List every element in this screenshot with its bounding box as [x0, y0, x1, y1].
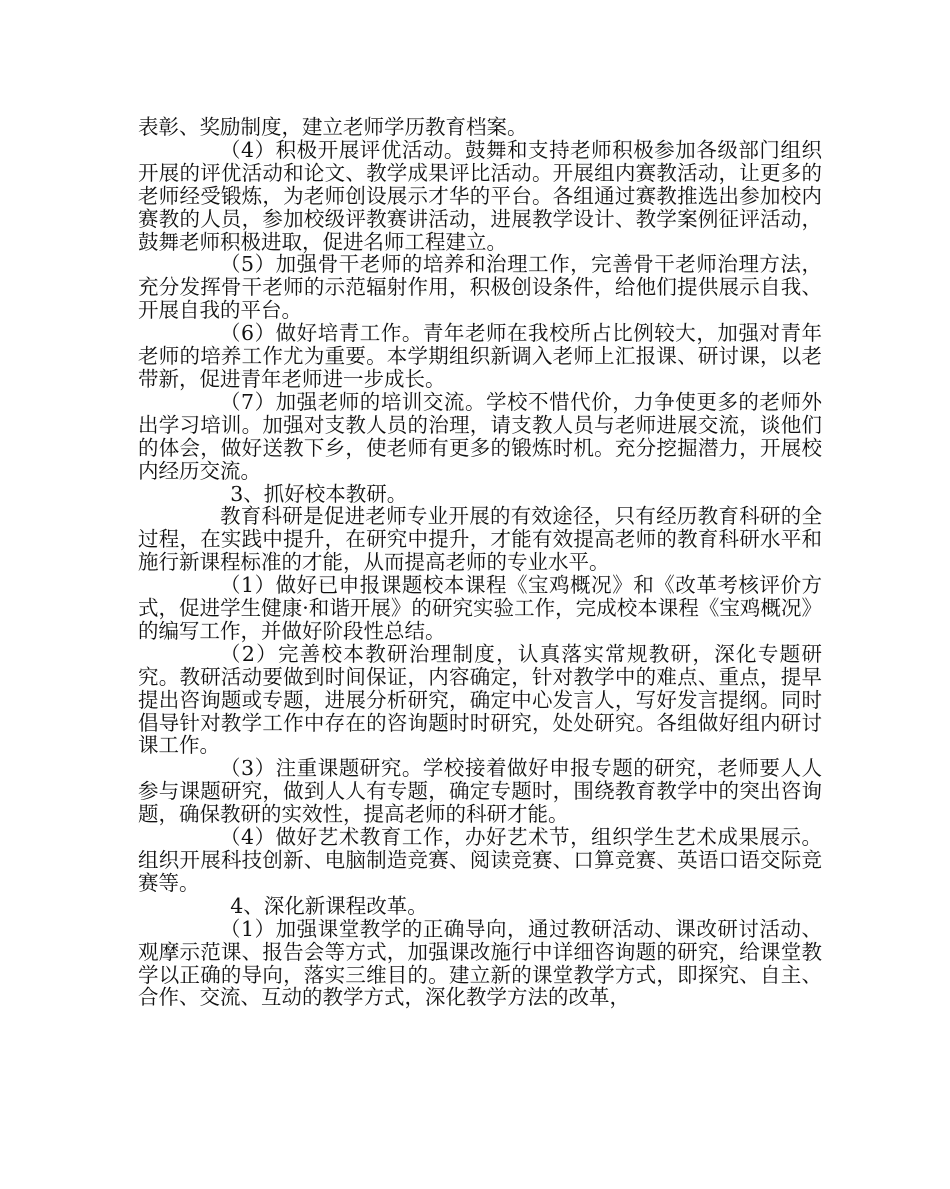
paragraph-item-5-backbone-teachers: （5）加强骨干老师的培养和治理工作，完善骨干老师治理方法，充分发挥骨干老师的示范辐射作用，积极创设条件，给他们提供展示自我、开展自我的平台。 [138, 252, 822, 323]
paragraph-research-2: （2）完善校本教研治理制度，认真落实常规教研，深化专题研究。教研活动要做到时间保证，内容确定，针对教学中的难点、重点，提早提出咨询题或专题，进展分析研究，确定中心发言人，写好发言提纲。同时倡导针对教学工作中存在的咨询题时时研究，处处研究。各组做好组内研讨课工作。 [138, 641, 822, 758]
paragraph-item-7-training: （7）加强老师的培训交流。学校不惜代价，力争使更多的老师外出学习培训。加强对支教人员的治理，请支教人员与老师进展交流，谈他们的体会，做好送教下乡，使老师有更多的锻炼时机。充分挖掘潜力，开展校内经历交流。 [138, 389, 822, 483]
paragraph-research-3: （3）注重课题研究。学校接着做好申报专题的研究，老师要人人参与课题研究，做到人人有专题，确定专题时，围绕教育教学中的突出咨询题，确保教研的实效性，提高老师的科研才能。 [138, 756, 822, 827]
paragraph-research-intro: 教育科研是促进老师专业开展的有效途径，只有经历教育科研的全过程，在实践中提升，在研究中提升，才能有效提高老师的教育科研水平和施行新课程标准的才能，从而提高老师的专业水平。 [138, 504, 822, 575]
paragraph-research-4: （4）做好艺术教育工作，办好艺术节，组织学生艺术成果展示。组织开展科技创新、电脑制造竞赛、阅读竞赛、口算竞赛、英语口语交际竞赛等。 [138, 825, 822, 895]
paragraph-item-4-awards: （4）积极开展评优活动。鼓舞和支持老师积极参加各级部门组织开展的评优活动和论文、教学成果评比活动。开展组内赛教活动，让更多的老师经受锻炼，为老师创设展示才华的平台。各组通过赛教推选出参加校内赛教的人员，参加校级评教赛讲活动，进展教学设计、教学案例征评活动，鼓舞老师积极进取，促进名师工程建立。 [138, 137, 822, 254]
paragraph-continuation: 表彰、奖励制度，建立老师学历教育档案。 [138, 115, 528, 139]
document-body [138, 116, 822, 1009]
paragraph-reform-1: （1）加强课堂教学的正确导向，通过教研活动、课改研讨活动、观摩示范课、报告会等方式，加强课改施行中详细咨询题的研究，给课堂教学以正确的导向，落实三维目的。建立新的课堂教学方式，即探究、自主、合作、交流、互动的教学方式，深化教学方法的改革， [138, 916, 822, 1010]
paragraph-item-6-young-teachers: （6）做好培青工作。青年老师在我校所占比例较大，加强对青年老师的培养工作尤为重要。本学期组织新调入老师上汇报课、研讨课，以老带新，促进青年老师进一步成长。 [138, 321, 822, 391]
section-heading-4: 4、深化新课程改革。 [230, 893, 428, 918]
section-heading-3: 3、抓好校本教研。 [230, 481, 408, 506]
paragraph-research-1: （1）做好已申报课题校本课程《宝鸡概况》和《改革考核评价方式，促进学生健康·和谐开展》的研究实验工作，完成校本课程《宝鸡概况》的编写工作，并做好阶段性总结。 [138, 573, 822, 643]
